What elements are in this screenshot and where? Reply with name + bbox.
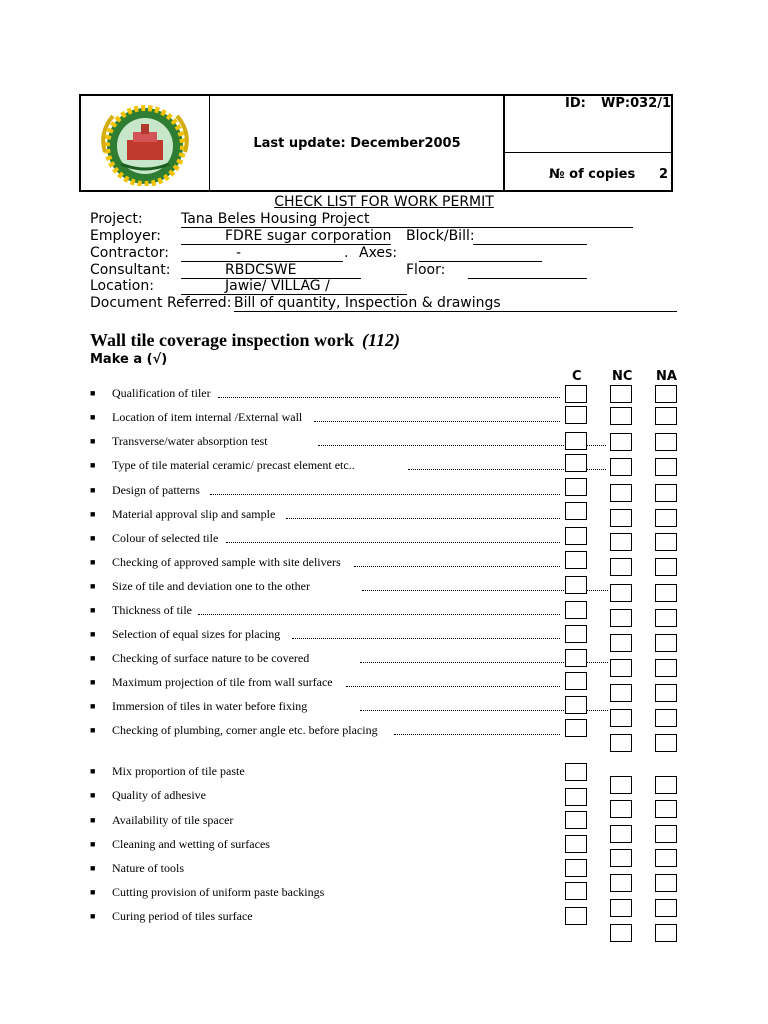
bullet-icon: ■ [90, 790, 96, 800]
project-value: Tana Beles Housing Project [181, 211, 370, 227]
bullet-icon: ■ [90, 412, 96, 422]
bullet-icon: ■ [90, 701, 96, 711]
checklist-item-text: Checking of plumbing, corner angle etc. before placing [112, 723, 378, 737]
consultant-value: RBDCSWE [225, 262, 297, 278]
bullet-icon: ■ [90, 557, 96, 567]
checkbox-nc[interactable] [610, 849, 632, 867]
checkbox-nc[interactable] [610, 433, 632, 451]
location-label: Location: [90, 278, 154, 294]
document-title: CHECK LIST FOR WORK PERMIT [274, 194, 494, 210]
consultant-underline [181, 262, 361, 279]
bullet-icon: ■ [90, 460, 96, 470]
checklist-item-text: Nature of tools [112, 861, 184, 875]
checkbox-nc[interactable] [610, 634, 632, 652]
project-underline [181, 211, 633, 228]
checkbox-c[interactable] [565, 882, 587, 900]
project-label: Project: [90, 211, 143, 227]
checkbox-na[interactable] [655, 634, 677, 652]
checkbox-c[interactable] [565, 672, 587, 690]
checklist-item-text: Cleaning and wetting of surfaces [112, 837, 270, 851]
dotted-leader [286, 508, 560, 519]
checkbox-nc[interactable] [610, 584, 632, 602]
axes-field[interactable] [419, 245, 542, 262]
checkbox-c[interactable] [565, 696, 587, 714]
bullet-icon: ■ [90, 605, 96, 615]
checklist-item-text: Type of tile material ceramic/ precast element etc.. [112, 458, 355, 472]
checklist-item-text: Curing period of tiles surface [112, 909, 253, 923]
copies-value: 2 [659, 167, 669, 182]
checkbox-nc[interactable] [610, 484, 632, 502]
checklist-item-text: Qualification of tiler [112, 386, 211, 400]
checkbox-nc[interactable] [610, 407, 632, 425]
bullet-icon: ■ [90, 533, 96, 543]
checkbox-nc[interactable] [610, 385, 632, 403]
checkbox-na[interactable] [655, 458, 677, 476]
checklist-item-text: Availability of tile spacer [112, 813, 234, 827]
checkbox-nc[interactable] [610, 458, 632, 476]
checkbox-nc[interactable] [610, 684, 632, 702]
checkbox-nc[interactable] [610, 533, 632, 551]
axes-label: Axes: [359, 245, 398, 261]
checkbox-c[interactable] [565, 859, 587, 877]
block-label: Block/Bill: [406, 228, 475, 244]
checkbox-na[interactable] [655, 734, 677, 752]
checklist-item-text: Selection of equal sizes for placing [112, 627, 281, 641]
checkbox-nc[interactable] [610, 899, 632, 917]
checkbox-na[interactable] [655, 924, 677, 942]
checkbox-na[interactable] [655, 825, 677, 843]
checkbox-na[interactable] [655, 584, 677, 602]
checkbox-na[interactable] [655, 800, 677, 818]
instruction-text: Make a (√) [90, 352, 168, 367]
dotted-leader [218, 387, 560, 398]
id-label: ID: [565, 96, 586, 111]
dotted-leader [346, 676, 560, 687]
checklist-item-text: Transverse/water absorption test [112, 434, 268, 448]
employer-value: FDRE sugar corporation [225, 228, 392, 244]
checkbox-na[interactable] [655, 609, 677, 627]
checkbox-nc[interactable] [610, 800, 632, 818]
checkbox-na[interactable] [655, 433, 677, 451]
checkbox-na[interactable] [655, 558, 677, 576]
checklist-item-text: Cutting provision of uniform paste backings [112, 885, 325, 899]
employer-underline [181, 228, 391, 245]
checkbox-c[interactable] [565, 502, 587, 520]
id-cell [505, 96, 673, 153]
checkbox-nc[interactable] [610, 776, 632, 794]
checkbox-na[interactable] [655, 659, 677, 677]
checklist-item-text: Colour of selected tile [112, 531, 219, 545]
checkbox-c[interactable] [565, 432, 587, 450]
logo-cell [81, 96, 210, 190]
checkbox-c[interactable] [565, 763, 587, 781]
section-code: (112) [361, 330, 400, 350]
checkbox-na[interactable] [655, 899, 677, 917]
document-referred-label: Document Referred: [90, 295, 232, 311]
checklist-item-text: Mix proportion of tile paste [112, 764, 245, 778]
checkbox-nc[interactable] [610, 558, 632, 576]
contractor-underline [181, 245, 343, 262]
dotted-leader [314, 411, 560, 422]
dotted-leader [292, 628, 560, 639]
checkbox-na[interactable] [655, 407, 677, 425]
bullet-icon: ■ [90, 677, 96, 687]
checkbox-c[interactable] [565, 601, 587, 619]
checkbox-c[interactable] [565, 551, 587, 569]
checkbox-c[interactable] [565, 454, 587, 472]
checkbox-c[interactable] [565, 788, 587, 806]
dotted-leader [394, 724, 560, 735]
checkbox-na[interactable] [655, 684, 677, 702]
checklist-item-text: Maximum projection of tile from wall surface [112, 675, 333, 689]
checkbox-nc[interactable] [610, 659, 632, 677]
checkbox-na[interactable] [655, 484, 677, 502]
contractor-label: Contractor: [90, 245, 170, 261]
column-header-nc: NC [612, 369, 633, 384]
checkbox-c[interactable] [565, 719, 587, 737]
last-update-cell [210, 96, 504, 190]
dotted-leader [354, 556, 560, 567]
checkbox-c[interactable] [565, 406, 587, 424]
copies-cell [505, 153, 673, 190]
checkbox-c[interactable] [565, 835, 587, 853]
checklist-item-text: Immersion of tiles in water before fixing [112, 699, 308, 713]
checkbox-na[interactable] [655, 776, 677, 794]
bullet-icon: ■ [90, 863, 96, 873]
checkbox-na[interactable] [655, 874, 677, 892]
column-header-c: C [572, 369, 582, 384]
checklist-item-text: Material approval slip and sample [112, 507, 276, 521]
last-update-text: Last update: December2005 [253, 135, 461, 151]
checkbox-c[interactable] [565, 385, 587, 403]
checkbox-na[interactable] [655, 533, 677, 551]
checkbox-nc[interactable] [610, 709, 632, 727]
checkbox-nc[interactable] [610, 924, 632, 942]
dotted-leader [210, 484, 560, 495]
id-value: WP:032/1 [601, 96, 671, 111]
checkbox-c[interactable] [565, 527, 587, 545]
location-value: Jawie/ VILLAG / [225, 278, 330, 294]
bullet-icon: ■ [90, 725, 96, 735]
checkbox-c[interactable] [565, 811, 587, 829]
checkbox-nc[interactable] [610, 734, 632, 752]
checkbox-na[interactable] [655, 509, 677, 527]
checkbox-c[interactable] [565, 649, 587, 667]
checklist-item-text: Quality of adhesive [112, 788, 206, 802]
bullet-icon: ■ [90, 887, 96, 897]
bullet-icon: ■ [90, 436, 96, 446]
corporation-logo-icon [89, 102, 201, 186]
id-copies-cell [503, 96, 673, 190]
checklist-item-text: Location of item internal /External wall [112, 410, 303, 424]
checklist-item-text: Checking of surface nature to be covered [112, 651, 310, 665]
checkbox-nc[interactable] [610, 825, 632, 843]
floor-label: Floor: [406, 262, 446, 278]
bullet-icon: ■ [90, 815, 96, 825]
checkbox-c[interactable] [565, 478, 587, 496]
document-page: Last update: December2005 ID: WP:032/1 № of copies 2 CHECK LIST FOR WORK PERMIT Project: Tana Beles Housing Project Employer: FDRE sugar corporation Block/Bill: Contractor: - . Axes: Consultant: RBDCSWE Floor: Location: Jawie/ VILLAG / Document Referred: Bill of quantity, Inspection & drawings Wall tile coverage inspection work (112) Make a (√) C NC NA ■ Qualification of tiler ■ Location of item internal /External wall ■ Transverse/water absorption test ■ Type of tile material ceramic/ precast element etc.. ■ Design of patterns ■ Material approval slip and sample ■ Colour of selected tile ■ Checking of approved sample with site delivers ■ Size of tile and deviation one to the other ■ Thickness of tile ■ Selection of equal sizes for placing ■ Checking of surface nature to be covered ■ Maximum projection of tile from wall surface ■ Immersion of tiles in water before fixing ■ Checking of plumbing, corner angle etc. before placing ■ Mix proportion of tile paste ■ Quality of adhesive ■ Availability of tile spacer ■ Cleaning and wetting of surfaces ■ Nature of tools ■ Cutting provision of uniform paste backings ■ Curing period of tiles surface [0, 0, 768, 1024]
checkbox-na[interactable] [655, 849, 677, 867]
copies-label: № of copies [549, 167, 636, 182]
checkbox-nc[interactable] [610, 609, 632, 627]
bullet-icon: ■ [90, 629, 96, 639]
checklist-item-text: Design of patterns [112, 483, 200, 497]
checkbox-nc[interactable] [610, 509, 632, 527]
checkbox-c[interactable] [565, 576, 587, 594]
block-field[interactable] [473, 228, 587, 245]
section-title: Wall tile coverage inspection work (112) [90, 330, 400, 350]
header-table [79, 94, 673, 192]
contractor-value: - [236, 245, 242, 261]
dotted-leader [198, 604, 560, 615]
bullet-icon: ■ [90, 911, 96, 921]
employer-label: Employer: [90, 228, 161, 244]
checklist-item-text: Thickness of tile [112, 603, 192, 617]
dotted-leader [318, 435, 606, 446]
bullet-icon: ■ [90, 653, 96, 663]
consultant-label: Consultant: [90, 262, 171, 278]
checkbox-c[interactable] [565, 625, 587, 643]
checklist-item-text: Size of tile and deviation one to the other [112, 579, 310, 593]
dotted-leader [226, 532, 560, 543]
bullet-icon: ■ [90, 839, 96, 849]
checkbox-nc[interactable] [610, 874, 632, 892]
document-referred-value: Bill of quantity, Inspection & drawings [234, 295, 501, 311]
bullet-icon: ■ [90, 766, 96, 776]
location-underline [181, 278, 407, 295]
bullet-icon: ■ [90, 581, 96, 591]
bullet-icon: ■ [90, 509, 96, 519]
bullet-icon: ■ [90, 485, 96, 495]
document-referred-underline [234, 295, 677, 312]
bullet-icon: ■ [90, 388, 96, 398]
column-header-na: NA [656, 369, 677, 384]
checkbox-na[interactable] [655, 385, 677, 403]
checklist-item-text: Checking of approved sample with site delivers [112, 555, 341, 569]
checkbox-c[interactable] [565, 907, 587, 925]
floor-field[interactable] [468, 262, 587, 279]
checkbox-na[interactable] [655, 709, 677, 727]
